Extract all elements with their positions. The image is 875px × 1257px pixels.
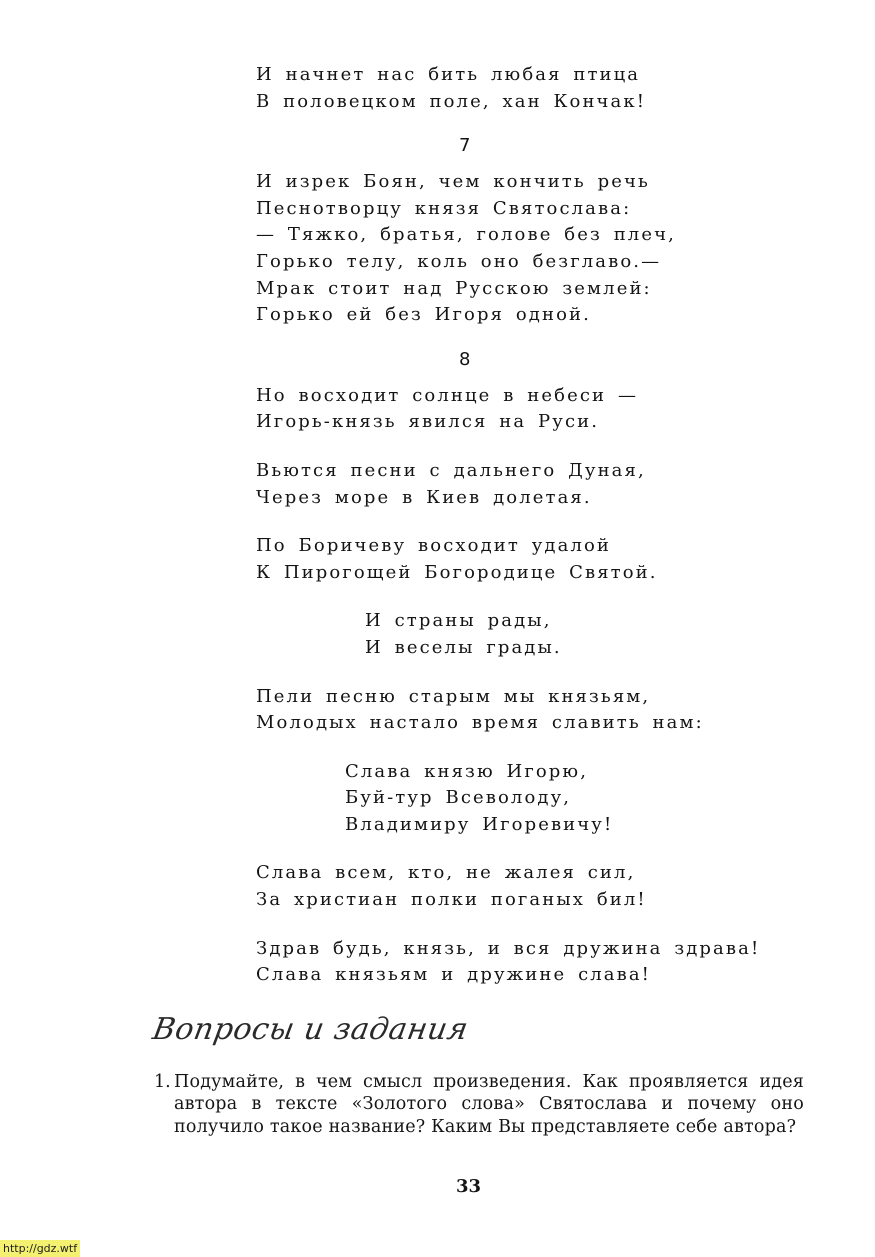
poem-line: Здрав будь, князь, и вся дружина здрава!	[256, 937, 761, 959]
poem-line: В половецком поле, хан Кончак!	[256, 90, 647, 112]
poem-line: Горько телу, коль оно безглаво.—	[256, 250, 662, 272]
poem-line: Песнотворцу князя Святослава:	[256, 197, 632, 219]
stanza	[256, 169, 816, 329]
poem-line: Мрак стоит над Русскою землей:	[256, 277, 652, 299]
questions-heading: Вопросы и задания	[149, 1012, 472, 1047]
question-number: 1.	[154, 1072, 171, 1092]
poem-line: Вьются песни с дальнего Дуная,	[256, 459, 646, 481]
poem-line: К Пирогощей Богородице Святой.	[256, 561, 658, 583]
poem-line: Игорь-князь явился на Руси.	[256, 411, 600, 433]
poem-line: Буй-тур Всеволоду,	[345, 787, 572, 809]
stanza	[256, 759, 816, 839]
poem-text	[256, 62, 816, 1011]
poem-line: Через море в Киев долетая.	[256, 486, 592, 508]
poem-line: Владимиру Игоревичу!	[345, 813, 614, 835]
poem-line: И страны рады,	[365, 610, 552, 632]
section-number-7: 7	[459, 135, 471, 157]
stanza	[256, 533, 816, 586]
section-number-8: 8	[459, 348, 471, 370]
poem-line: Слава всем, кто, не жалея сил,	[256, 862, 636, 884]
page-number: 33	[455, 1176, 482, 1197]
stanza	[256, 860, 816, 913]
poem-line: Пели песню старым мы князьям,	[256, 685, 651, 707]
question-item	[154, 1071, 804, 1138]
stanza	[256, 383, 816, 436]
stanza	[256, 936, 816, 989]
poem-line: — Тяжко, братья, голове без плеч,	[256, 224, 676, 246]
poem-line: Слава князьям и дружине слава!	[256, 964, 652, 986]
stanza	[256, 62, 816, 115]
stanza	[256, 684, 816, 737]
poem-line: И изрек Боян, чем кончить речь	[256, 171, 650, 193]
poem-line: За христиан полки поганых бил!	[256, 889, 647, 911]
poem-line: Но восходит солнце в небеси —	[256, 384, 639, 406]
poem-line: Молодых настало время славить нам:	[256, 712, 704, 734]
poem-line: Горько ей без Игоря одной.	[256, 304, 591, 326]
poem-line: И веселы грады.	[365, 636, 562, 658]
poem-line: Слава князю Игорю,	[345, 760, 589, 782]
poem-line: И начнет нас бить любая птица	[256, 64, 641, 85]
poem-line: По Боричеву восходит удалой	[256, 535, 612, 557]
watermark-link[interactable]: http://gdz.wtf	[0, 1240, 80, 1257]
stanza	[256, 458, 816, 511]
stanza	[256, 608, 816, 661]
question-text: Подумайте, в чем смысл произведения. Как проявляется идея автора в тексте «Золотого слова» Святослава и почему оно получило такое название? Каким Вы представляете себе автора?	[174, 1072, 804, 1137]
